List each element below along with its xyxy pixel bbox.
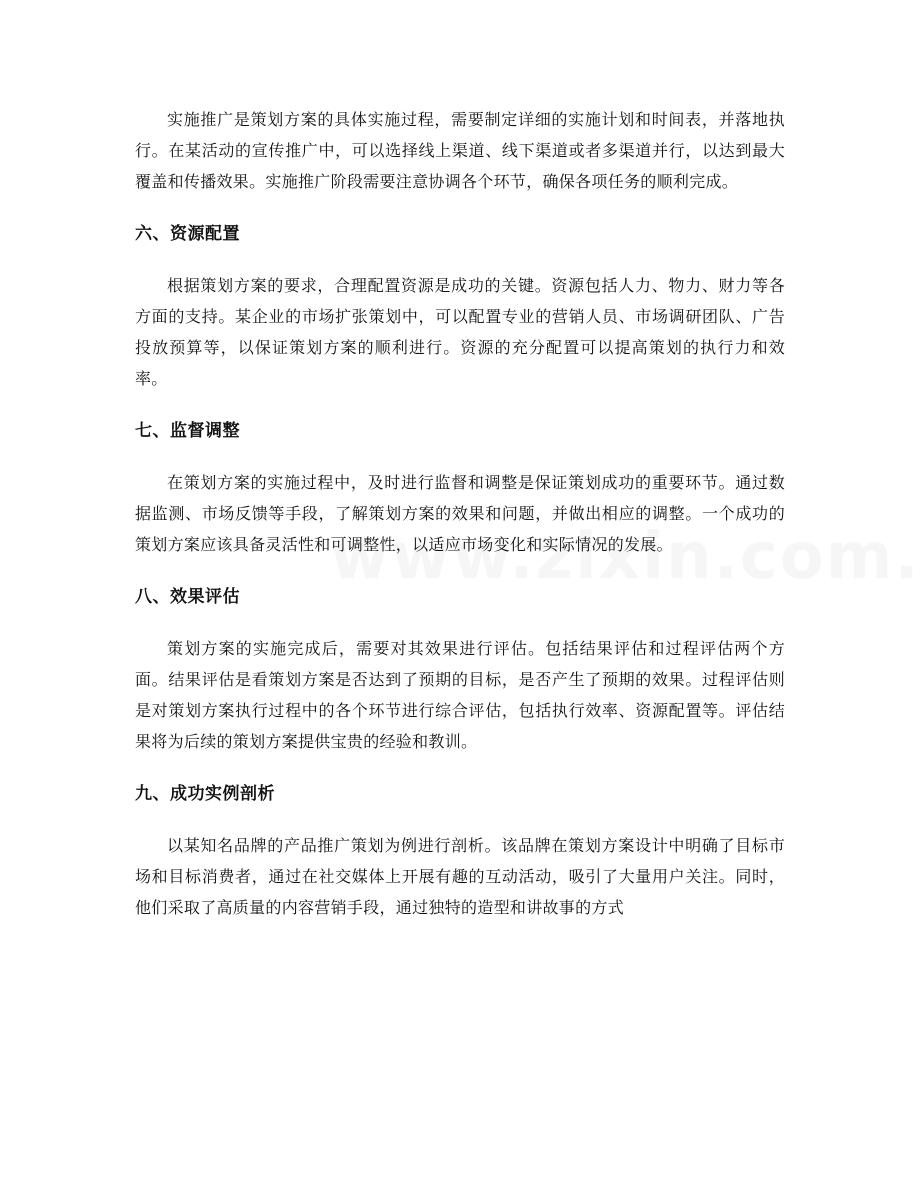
heading-success-case: 九、成功实例剖析 bbox=[135, 784, 275, 804]
paragraph-resource-allocation: 根据策划方案的要求，合理配置资源是成功的关键。资源包括人力、物力、财力等各方面的支持。某企业的市场扩张策划中，可以配置专业的营销人员、市场调研团队、广告投放预算等，以保证策划方案的顺利进行。资源的充分配置可以提高策划的执行力和效率。 bbox=[135, 276, 785, 388]
document-body bbox=[135, 104, 785, 923]
paragraph-success-case: 以某知名品牌的产品推广策划为例进行剖析。该品牌在策划方案设计中明确了目标市场和目标消费者，通过在社交媒体上开展有趣的互动活动，吸引了大量用户关注。同时，他们采取了高质量的内容营销手段，通过独特的造型和讲故事的方式 bbox=[135, 836, 785, 917]
heading-effect-evaluation: 八、效果评估 bbox=[135, 587, 240, 607]
paragraph-implementation: 实施推广是策划方案的具体实施过程，需要制定详细的实施计划和时间表，并落地执行。在某活动的宣传推广中，可以选择线上渠道、线下渠道或者多渠道并行，以达到最大覆盖和传播效果。实施推广阶段需要注意协调各个环节，确保各项任务的顺利完成。 bbox=[135, 110, 785, 191]
heading-supervision-adjustment: 七、监督调整 bbox=[135, 421, 240, 441]
heading-resource-allocation: 六、资源配置 bbox=[135, 224, 240, 244]
paragraph-supervision-adjustment: 在策划方案的实施过程中，及时进行监督和调整是保证策划成功的重要环节。通过数据监测、市场反馈等手段，了解策划方案的效果和问题，并做出相应的调整。一个成功的策划方案应该具备灵活性和可调整性，以适应市场变化和实际情况的发展。 bbox=[135, 473, 785, 554]
paragraph-effect-evaluation: 策划方案的实施完成后，需要对其效果进行评估。包括结果评估和过程评估两个方面。结果评估是看策划方案是否达到了预期的目标，是否产生了预期的效果。过程评估则是对策划方案执行过程中的各个环节进行综合评估，包括执行效率、资源配置等。评估结果将为后续的策划方案提供宝贵的经验和教训。 bbox=[135, 639, 785, 751]
